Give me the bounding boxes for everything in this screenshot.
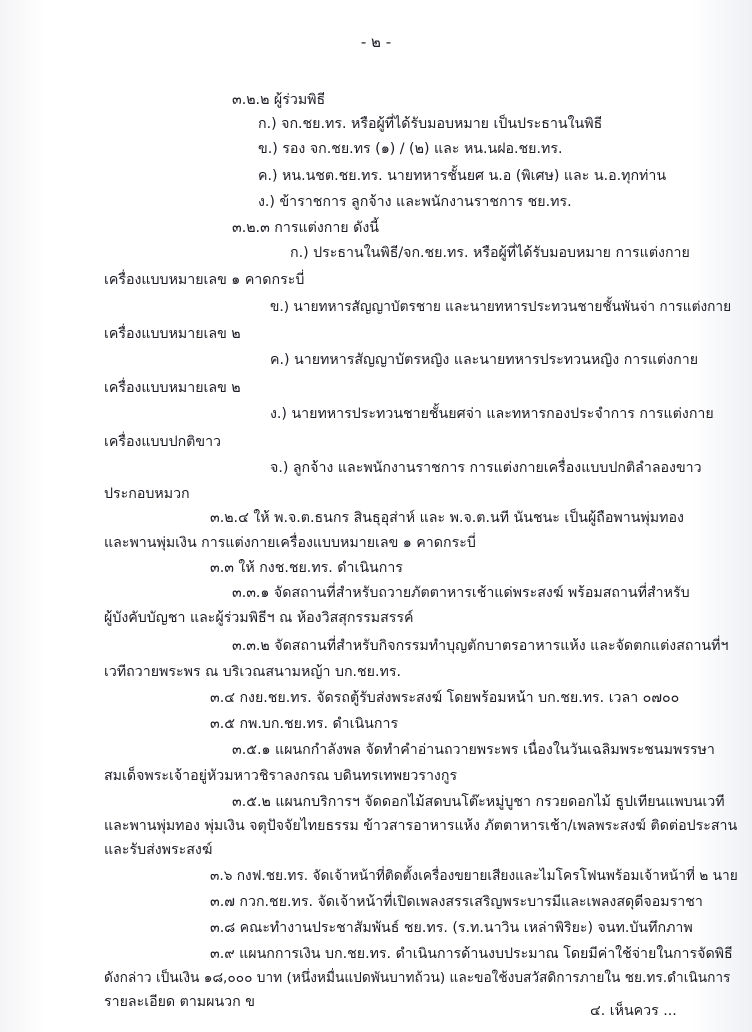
section-3-5-1-cont: สมเด็จพระเจ้าอยู่หัวมหาวชิราลงกรณ บดินทรเทพยวรางกูร bbox=[104, 768, 458, 784]
section-3-8: ๓.๘ คณะทำงานประชาสัมพันธ์ ชย.ทร. (ร.ท.นาวิน เหล่าพิริยะ) จนท.บันทึกภาพ bbox=[210, 920, 693, 936]
section-3-3-2: ๓.๓.๒ จัดสถานที่สำหรับกิจกรรมทำบุญตักบาตรอาหารแห้ง และจัดตกแต่งสถานที่ฯ bbox=[232, 638, 729, 654]
section-3-9-cont2: รายละเอียด ตามผนวก ข bbox=[104, 994, 255, 1010]
section-3-2-2-heading: ๓.๒.๒ ผู้ร่วมพิธี bbox=[232, 92, 326, 108]
section-3-6: ๓.๖ กงฟ.ชย.ทร. จัดเจ้าหน้าที่ติดตั้งเครื่องขยายเสียงและไมโครโฟนพร้อมเจ้าหน้าที่ ๒ นาย bbox=[210, 868, 738, 884]
item-2-3-a: ก.) ประธานในพิธี/จก.ชย.ทร. หรือผู้ที่ได้รับมอบหมาย การแต่งกาย bbox=[290, 245, 690, 261]
section-3-9-cont: ดังกล่าว เป็นเงิน ๑๘,๐๐๐ บาท (หนึ่งหมื่นแปดพันบาทถ้วน) และขอใช้งบสวัสดิการภายใน ชย.ทร.ดำเนินการ bbox=[104, 970, 731, 986]
section-3-3-2-cont: เวทีถวายพระพร ณ บริเวณสนามหญ้า บก.ชย.ทร. bbox=[104, 664, 401, 680]
item-2-3-e-cont: ประกอบหมวก bbox=[104, 486, 190, 502]
item-2-3-a-cont: เครื่องแบบหมายเลข ๑ คาดกระบี่ bbox=[104, 272, 305, 288]
section-3-2-4: ๓.๒.๔ ให้ พ.จ.ต.ธนกร สินธุอุส่าห์ และ พ.จ.ต.นที นันชนะ เป็นผู้ถือพานพุ่มทอง bbox=[210, 510, 684, 526]
section-3-2-3-heading: ๓.๒.๓ การแต่งกาย ดังนี้ bbox=[232, 220, 379, 236]
section-3-5: ๓.๕ กพ.บก.ชย.ทร. ดำเนินการ bbox=[210, 716, 399, 732]
item-2-2-b: ข.) รอง จก.ชย.ทร (๑) / (๒) และ หน.นฝอ.ชย.ทร. bbox=[258, 141, 563, 157]
item-2-2-d: ง.) ข้าราชการ ลูกจ้าง และพนักงานราชการ ชย.ทร. bbox=[258, 194, 572, 210]
item-2-3-d-cont: เครื่องแบบปกติขาว bbox=[104, 434, 222, 450]
item-2-2-c: ค.) หน.นชต.ชย.ทร. นายทหารชั้นยศ น.อ (พิเศษ) และ น.อ.ทุกท่าน bbox=[258, 168, 667, 184]
item-2-3-b-cont: เครื่องแบบหมายเลข ๒ bbox=[104, 326, 241, 342]
item-2-3-c-cont: เครื่องแบบหมายเลข ๒ bbox=[104, 380, 241, 396]
section-3-5-2-cont2: และรับส่งพระสงฆ์ bbox=[104, 842, 213, 858]
item-2-3-d: ง.) นายทหารประทวนชายชั้นยศจ่า และทหารกองประจำการ การแต่งกาย bbox=[270, 406, 714, 422]
item-2-3-e: จ.) ลูกจ้าง และพนักงานราชการ การแต่งกายเครื่องแบบปกติลำลองขาว bbox=[270, 460, 702, 476]
item-2-3-c: ค.) นายทหารสัญญาบัตรหญิง และนายทหารประทวนหญิง การแต่งกาย bbox=[270, 352, 699, 368]
item-2-2-a: ก.) จก.ชย.ทร. หรือผู้ที่ได้รับมอบหมาย เป็นประธานในพิธี bbox=[258, 116, 603, 132]
page-number: - ๒ - bbox=[360, 33, 392, 51]
section-3-5-2-cont: และพานพุ่มทอง พุ่มเงิน จตุปัจจัยไทยธรรม ข้าวสารอาหารแห้ง ภัตตาหารเช้า/เพลพระสงฆ์ ติดต่อประสาน bbox=[104, 818, 738, 834]
section-3-3: ๓.๓ ให้ กงช.ชย.ทร. ดำเนินการ bbox=[210, 560, 403, 576]
section-3-5-1: ๓.๕.๑ แผนกกำลังพล จัดทำคำอ่านถวายพระพร เนื่องในวันเฉลิมพระชนมพรรษา bbox=[232, 742, 715, 758]
section-3-5-2: ๓.๕.๒ แผนกบริการฯ จัดดอกไม้สดบนโต๊ะหมู่บูชา กรวยดอกไม้ ธูปเทียนแพบนเวที bbox=[232, 794, 725, 810]
continuation-footer: ๔. เห็นควร ... bbox=[590, 1003, 677, 1019]
section-3-3-1-cont: ผู้บังคับบัญชา และผู้ร่วมพิธีฯ ณ ห้องวิสสุกรรมสรรค์ bbox=[104, 610, 414, 626]
section-3-9: ๓.๙ แผนกการเงิน บก.ชย.ทร. ดำเนินการด้านงบประมาณ โดยมีค่าใช้จ่ายในการจัดพิธี bbox=[210, 946, 733, 962]
section-3-7: ๓.๗ กวก.ชย.ทร. จัดเจ้าหน้าที่เปิดเพลงสรรเสริญพระบารมีและเพลงสดุดีจอมราชา bbox=[210, 894, 703, 910]
section-3-3-1: ๓.๓.๑ จัดสถานที่สำหรับถวายภัตตาหารเช้าแด่พระสงฆ์ พร้อมสถานที่สำหรับ bbox=[232, 585, 690, 601]
item-2-3-b: ข.) นายทหารสัญญาบัตรชาย และนายทหารประทวนชายชั้นพันจ่า การแต่งกาย bbox=[270, 299, 732, 315]
section-3-2-4-cont: และพานพุ่มเงิน การแต่งกายเครื่องแบบหมายเลข ๑ คาดกระบี่ bbox=[104, 535, 476, 551]
section-3-4: ๓.๔ กงย.ชย.ทร. จัดรถตู้รับส่งพระสงฆ์ โดยพร้อมหน้า บก.ชย.ทร. เวลา ๐๗๐๐ bbox=[210, 690, 680, 706]
